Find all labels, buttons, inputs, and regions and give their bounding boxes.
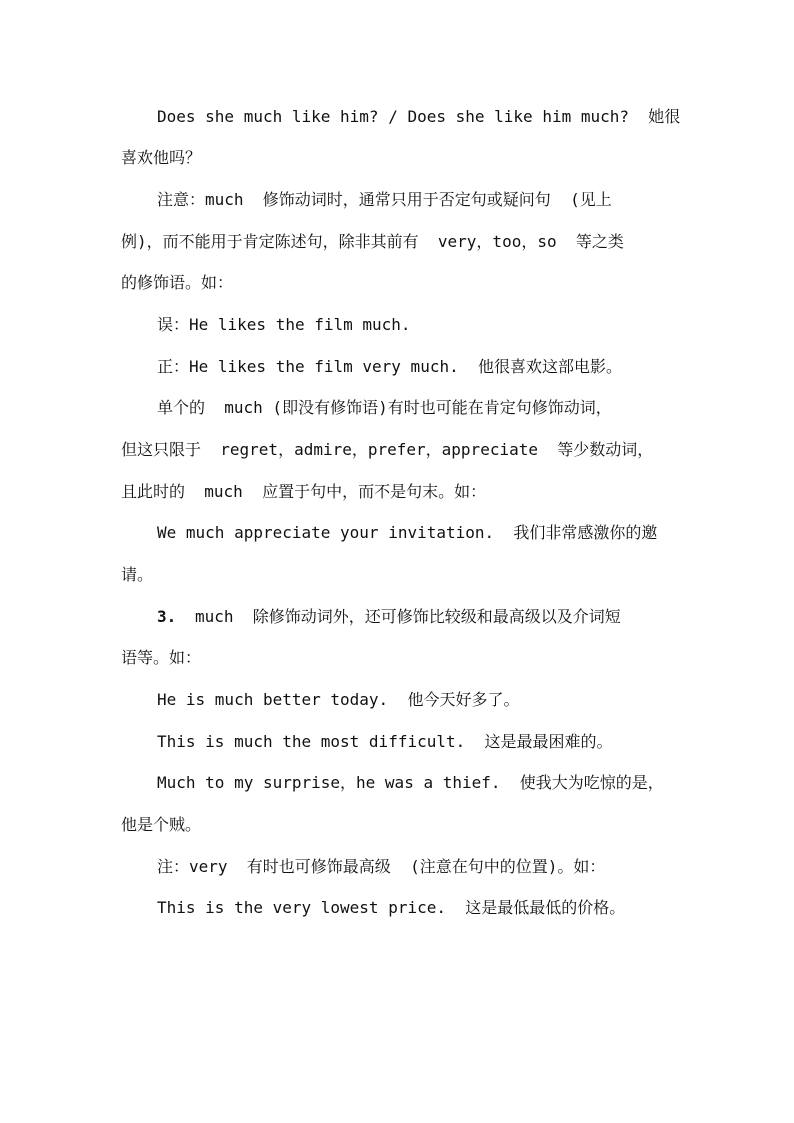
text-line: 喜欢他吗？ <box>121 148 202 167</box>
text-line: Much to my surprise，he was a thief. 使我大为吃惊的是， <box>157 773 664 792</box>
text-line: 且此时的 much 应置于句中，而不是句末。如： <box>121 482 487 501</box>
text-line: 例)，而不能用于肯定陈述句，除非其前有 very，too，so 等之类 <box>121 232 624 251</box>
text-line: 误：He likes the film much. <box>157 315 411 334</box>
text-line: much 除修饰动词外，还可修饰比较级和最高级以及介词短 <box>195 607 621 626</box>
text-line: We much appreciate your invitation. 我们非常感激你的邀 <box>157 523 658 542</box>
text-line: This is the very lowest price. 这是最低最低的价格。 <box>157 898 626 917</box>
text-line: He is much better today. 他今天好多了。 <box>157 690 520 709</box>
text-line: 的修饰语。如： <box>121 273 234 292</box>
text-line: 他是个贼。 <box>121 815 202 834</box>
text-line: 请。 <box>121 565 154 584</box>
text-line: 正：He likes the film very much. 他很喜欢这部电影。 <box>157 357 622 376</box>
text-line: 但这只限于 regret，admire，prefer，appreciate 等少数动词， <box>121 440 654 459</box>
text-line: Does she much like him? / Does she like him much? 她很 <box>157 107 681 126</box>
text-line: 注：very 有时也可修饰最高级 (注意在句中的位置)。如： <box>157 857 606 876</box>
text-line: 单个的 much (即没有修饰语)有时也可能在肯定句修饰动词， <box>157 398 612 417</box>
text-line: This is much the most difficult. 这是最最困难的。 <box>157 732 613 751</box>
text-line: 语等。如： <box>121 648 202 667</box>
section-number: 3. <box>157 607 177 626</box>
text-line: 注意：much 修饰动词时，通常只用于否定句或疑问句 (见上 <box>157 190 612 209</box>
